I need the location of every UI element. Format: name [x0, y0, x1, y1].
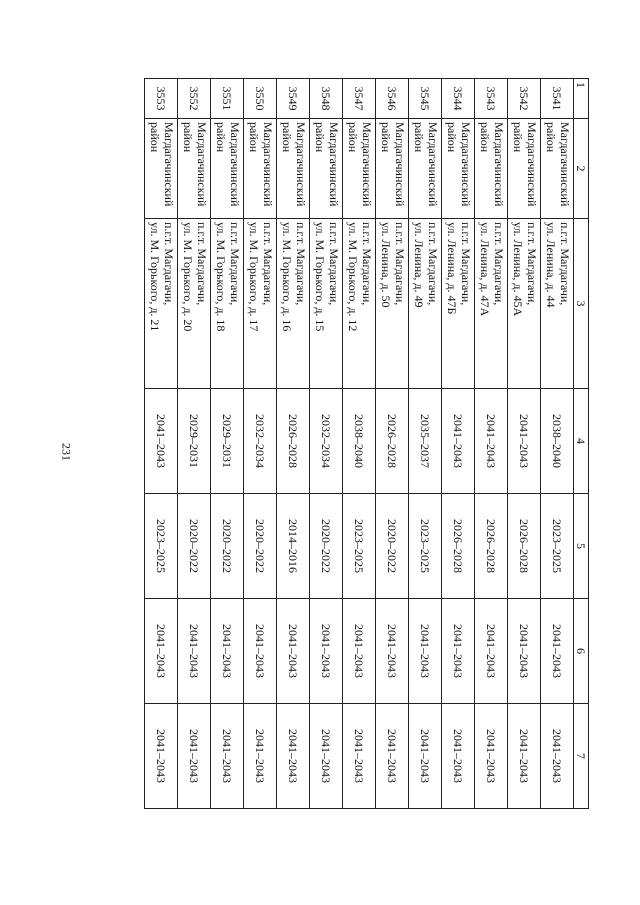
- period-cell-4: 2029–2031: [211, 389, 244, 494]
- district-line-1: Магдагачинский: [327, 122, 341, 207]
- district-cell: [508, 119, 541, 219]
- address-cell: [508, 219, 541, 389]
- period-cell-7: 2041–2043: [310, 704, 343, 809]
- address-cell: [211, 219, 244, 389]
- district-cell: [376, 119, 409, 219]
- address-cell: [409, 219, 442, 389]
- table-row: [343, 79, 376, 809]
- period-cell-7: 2041–2043: [211, 704, 244, 809]
- column-header-6: 6: [574, 599, 589, 704]
- district-line-2: район: [313, 122, 327, 153]
- district-line-2: район: [280, 122, 294, 153]
- district-line-1: Магдагачинский: [162, 122, 176, 207]
- address-line-1: п.г.т. Магдагачи,: [228, 222, 242, 306]
- address-cell: [376, 219, 409, 389]
- row-number-cell: 3544: [442, 79, 475, 119]
- address-line-2: ул. М. Горького, д. 21: [148, 222, 162, 332]
- column-header-3: 3: [574, 219, 589, 389]
- table-row: [310, 79, 343, 809]
- schedule-table: [144, 78, 589, 809]
- period-cell-5: 2023–2025: [343, 494, 376, 599]
- period-cell-7: 2041–2043: [409, 704, 442, 809]
- period-cell-6: 2041–2043: [244, 599, 277, 704]
- address-cell: [277, 219, 310, 389]
- district-line-1: Магдагачинский: [525, 122, 539, 207]
- district-cell: [178, 119, 211, 219]
- district-cell: [442, 119, 475, 219]
- district-line-2: район: [445, 122, 459, 153]
- address-line-2: ул. М. Горького, д. 15: [313, 222, 327, 332]
- period-cell-5: 2020–2022: [244, 494, 277, 599]
- period-cell-6: 2041–2043: [409, 599, 442, 704]
- table-row: [442, 79, 475, 809]
- period-cell-4: 2032–2034: [244, 389, 277, 494]
- district-cell: [277, 119, 310, 219]
- address-line-2: ул. М. Горького, д. 17: [247, 222, 261, 332]
- period-cell-6: 2041–2043: [541, 599, 574, 704]
- period-cell-5: 2026–2028: [475, 494, 508, 599]
- period-cell-6: 2041–2043: [343, 599, 376, 704]
- period-cell-5: 2026–2028: [508, 494, 541, 599]
- period-cell-4: 2026–2028: [277, 389, 310, 494]
- period-cell-6: 2041–2043: [310, 599, 343, 704]
- period-cell-4: 2041–2043: [145, 389, 178, 494]
- address-line-2: ул. Ленина, д. 50: [379, 222, 393, 308]
- address-line-1: п.г.т. Магдагачи,: [393, 222, 407, 306]
- period-cell-6: 2041–2043: [475, 599, 508, 704]
- period-cell-7: 2041–2043: [244, 704, 277, 809]
- period-cell-6: 2041–2043: [277, 599, 310, 704]
- district-line-1: Магдагачинский: [459, 122, 473, 207]
- page-number: 231: [59, 443, 74, 461]
- row-number-cell: 3553: [145, 79, 178, 119]
- period-cell-4: 2041–2043: [475, 389, 508, 494]
- period-cell-7: 2041–2043: [343, 704, 376, 809]
- period-cell-7: 2041–2043: [145, 704, 178, 809]
- period-cell-6: 2041–2043: [211, 599, 244, 704]
- period-cell-5: 2020–2022: [211, 494, 244, 599]
- district-line-2: район: [544, 122, 558, 153]
- row-number-cell: 3543: [475, 79, 508, 119]
- period-cell-7: 2041–2043: [541, 704, 574, 809]
- period-cell-5: 2020–2022: [310, 494, 343, 599]
- table-header: [574, 79, 589, 809]
- period-cell-5: 2014–2016: [277, 494, 310, 599]
- address-line-2: ул. Ленина, д. 45А: [511, 222, 525, 317]
- row-number-cell: 3541: [541, 79, 574, 119]
- address-line-2: ул. М. Горького, д. 18: [214, 222, 228, 332]
- period-cell-4: 2041–2043: [442, 389, 475, 494]
- address-line-1: п.г.т. Магдагачи,: [195, 222, 209, 306]
- district-cell: [244, 119, 277, 219]
- period-cell-7: 2041–2043: [475, 704, 508, 809]
- period-cell-6: 2041–2043: [442, 599, 475, 704]
- table-row: [178, 79, 211, 809]
- address-cell: [244, 219, 277, 389]
- district-line-2: район: [247, 122, 261, 153]
- column-header-5: 5: [574, 494, 589, 599]
- period-cell-4: 2032–2034: [310, 389, 343, 494]
- district-cell: [211, 119, 244, 219]
- period-cell-6: 2041–2043: [145, 599, 178, 704]
- period-cell-7: 2041–2043: [442, 704, 475, 809]
- period-cell-4: 2029–2031: [178, 389, 211, 494]
- district-line-1: Магдагачинский: [492, 122, 506, 207]
- address-line-1: п.г.т. Магдагачи,: [360, 222, 374, 306]
- district-line-1: Магдагачинский: [360, 122, 374, 207]
- district-cell: [409, 119, 442, 219]
- address-line-2: ул. Ленина, д. 47Б: [445, 222, 459, 315]
- district-line-1: Магдагачинский: [294, 122, 308, 207]
- table-row: [277, 79, 310, 809]
- district-cell: [310, 119, 343, 219]
- period-cell-4: 2041–2043: [508, 389, 541, 494]
- table-row: [211, 79, 244, 809]
- row-number-cell: 3542: [508, 79, 541, 119]
- period-cell-7: 2041–2043: [376, 704, 409, 809]
- district-cell: [145, 119, 178, 219]
- address-cell: [442, 219, 475, 389]
- period-cell-5: 2020–2022: [376, 494, 409, 599]
- address-line-2: ул. М. Горького, д. 20: [181, 222, 195, 332]
- period-cell-5: 2023–2025: [541, 494, 574, 599]
- period-cell-6: 2041–2043: [508, 599, 541, 704]
- district-line-1: Магдагачинский: [261, 122, 275, 207]
- district-line-2: район: [214, 122, 228, 153]
- address-cell: [145, 219, 178, 389]
- district-line-2: район: [346, 122, 360, 153]
- address-line-2: ул. Ленина, д. 49: [412, 222, 426, 308]
- column-header-2: 2: [574, 119, 589, 219]
- rotated-table-wrapper: [117, 78, 589, 808]
- address-line-2: ул. Ленина, д. 47А: [478, 222, 492, 317]
- address-line-2: ул. Ленина, д. 44: [544, 222, 558, 308]
- table-row: [508, 79, 541, 809]
- district-line-1: Магдагачинский: [393, 122, 407, 207]
- row-number-cell: 3552: [178, 79, 211, 119]
- district-line-2: район: [379, 122, 393, 153]
- address-line-1: п.г.т. Магдагачи,: [558, 222, 572, 306]
- district-cell: [343, 119, 376, 219]
- table-body: [145, 79, 574, 809]
- district-line-1: Магдагачинский: [195, 122, 209, 207]
- address-line-1: п.г.т. Магдагачи,: [426, 222, 440, 306]
- period-cell-5: 2023–2025: [145, 494, 178, 599]
- row-number-cell: 3548: [310, 79, 343, 119]
- row-number-cell: 3547: [343, 79, 376, 119]
- period-cell-7: 2041–2043: [277, 704, 310, 809]
- column-header-1: 1: [574, 79, 589, 119]
- table-row: [541, 79, 574, 809]
- period-cell-4: 2035–2037: [409, 389, 442, 494]
- row-number-cell: 3546: [376, 79, 409, 119]
- period-cell-6: 2041–2043: [376, 599, 409, 704]
- table-row: [376, 79, 409, 809]
- period-cell-6: 2041–2043: [178, 599, 211, 704]
- row-number-cell: 3549: [277, 79, 310, 119]
- period-cell-4: 2038–2040: [343, 389, 376, 494]
- period-cell-7: 2041–2043: [508, 704, 541, 809]
- address-cell: [541, 219, 574, 389]
- column-header-7: 7: [574, 704, 589, 809]
- address-line-1: п.г.т. Магдагачи,: [294, 222, 308, 306]
- district-line-2: район: [511, 122, 525, 153]
- row-number-cell: 3551: [211, 79, 244, 119]
- address-line-2: ул. М. Горького, д. 12: [346, 222, 360, 332]
- district-cell: [541, 119, 574, 219]
- address-line-1: п.г.т. Магдагачи,: [525, 222, 539, 306]
- district-line-1: Магдагачинский: [558, 122, 572, 207]
- table-row: [409, 79, 442, 809]
- period-cell-5: 2026–2028: [442, 494, 475, 599]
- table-row: [145, 79, 178, 809]
- period-cell-4: 2038–2040: [541, 389, 574, 494]
- table-row: [244, 79, 277, 809]
- period-cell-4: 2026–2028: [376, 389, 409, 494]
- table-row: [475, 79, 508, 809]
- address-line-1: п.г.т. Магдагачи,: [261, 222, 275, 306]
- address-line-1: п.г.т. Магдагачи,: [162, 222, 176, 306]
- address-cell: [343, 219, 376, 389]
- period-cell-5: 2023–2025: [409, 494, 442, 599]
- district-cell: [475, 119, 508, 219]
- district-line-2: район: [148, 122, 162, 153]
- address-cell: [310, 219, 343, 389]
- district-line-2: район: [181, 122, 195, 153]
- address-cell: [178, 219, 211, 389]
- address-line-1: п.г.т. Магдагачи,: [327, 222, 341, 306]
- period-cell-7: 2041–2043: [178, 704, 211, 809]
- address-line-2: ул. М. Горького, д. 16: [280, 222, 294, 332]
- address-line-1: п.г.т. Магдагачи,: [459, 222, 473, 306]
- period-cell-5: 2020–2022: [178, 494, 211, 599]
- header-row: [574, 79, 589, 809]
- row-number-cell: 3550: [244, 79, 277, 119]
- district-line-2: район: [412, 122, 426, 153]
- row-number-cell: 3545: [409, 79, 442, 119]
- district-line-1: Магдагачинский: [426, 122, 440, 207]
- column-header-4: 4: [574, 389, 589, 494]
- address-line-1: п.г.т. Магдагачи,: [492, 222, 506, 306]
- district-line-1: Магдагачинский: [228, 122, 242, 207]
- address-cell: [475, 219, 508, 389]
- district-line-2: район: [478, 122, 492, 153]
